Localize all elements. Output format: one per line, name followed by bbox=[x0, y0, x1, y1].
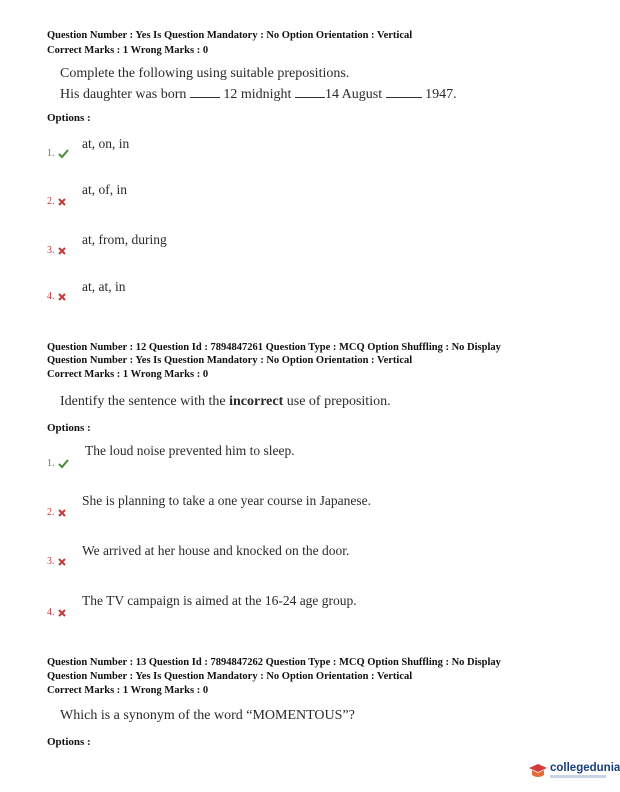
cross-icon bbox=[58, 247, 66, 255]
question-prompt: Complete the following using suitable prepositions. bbox=[60, 66, 350, 81]
options-title: Options : bbox=[47, 422, 91, 434]
option-number: 2. bbox=[47, 507, 66, 518]
option-text: at, at, in bbox=[82, 279, 126, 294]
cross-icon bbox=[58, 558, 66, 566]
question-meta-line: Question Number : 12 Question Id : 7894847261 Question Type : MCQ Option Shuffling : No Display bbox=[47, 342, 501, 353]
question-meta-line: Question Number : Yes Is Question Mandatory : No Option Orientation : Vertical bbox=[47, 355, 413, 366]
option-number: 1. bbox=[47, 458, 69, 469]
question-meta-line: Question Number : Yes Is Question Mandatory : No Option Orientation : Vertical bbox=[47, 30, 413, 41]
cross-icon bbox=[58, 609, 66, 617]
check-icon bbox=[58, 149, 69, 158]
options-title: Options : bbox=[47, 112, 91, 124]
sentence-part: 12 midnight bbox=[223, 87, 292, 102]
option-text: at, of, in bbox=[82, 182, 127, 197]
question-meta-line: Question Number : 13 Question Id : 7894847262 Question Type : MCQ Option Shuffling : No Display bbox=[47, 657, 501, 668]
cross-icon bbox=[58, 293, 66, 301]
cross-icon bbox=[58, 198, 66, 206]
option-text: at, on, in bbox=[82, 136, 130, 151]
prompt-part: use of preposition. bbox=[283, 394, 391, 409]
sentence-part: 1947. bbox=[425, 87, 457, 102]
option-number: 1. bbox=[47, 148, 69, 159]
option-number: 4. bbox=[47, 291, 66, 302]
marks-line: Correct Marks : 1 Wrong Marks : 0 bbox=[47, 685, 209, 696]
blank-line bbox=[190, 86, 220, 98]
blank-line bbox=[295, 86, 325, 98]
option-text: She is planning to take a one year course in Japanese. bbox=[82, 493, 372, 508]
question-sentence bbox=[60, 86, 457, 103]
sentence-part: His daughter was born bbox=[60, 87, 187, 102]
option-number: 3. bbox=[47, 245, 66, 256]
option-text: at, from, during bbox=[82, 232, 167, 247]
option-number: 2. bbox=[47, 196, 66, 207]
blank-line bbox=[386, 86, 422, 98]
marks-line: Correct Marks : 1 Wrong Marks : 0 bbox=[47, 369, 209, 380]
option-text: The loud noise prevented him to sleep. bbox=[85, 443, 295, 458]
option-text: We arrived at her house and knocked on the door. bbox=[82, 543, 350, 558]
check-icon bbox=[58, 459, 69, 468]
option-text: The TV campaign is aimed at the 16-24 age group. bbox=[82, 593, 357, 608]
logo-text: collegedunia bbox=[550, 762, 620, 774]
marks-line: Correct Marks : 1 Wrong Marks : 0 bbox=[47, 45, 209, 56]
option-number: 4. bbox=[47, 607, 66, 618]
option-number: 3. bbox=[47, 556, 66, 567]
sentence-part: 14 August bbox=[324, 87, 383, 102]
collegedunia-logo bbox=[528, 761, 620, 785]
options-title: Options : bbox=[47, 736, 91, 748]
question-meta-line: Question Number : Yes Is Question Mandatory : No Option Orientation : Vertical bbox=[47, 671, 413, 682]
question-prompt: Which is a synonym of the word “MOMENTOUS”? bbox=[60, 708, 355, 723]
cross-icon bbox=[58, 509, 66, 517]
logo-icon bbox=[528, 762, 548, 782]
logo-tagline-bar bbox=[550, 775, 606, 778]
prompt-part: Identify the sentence with the bbox=[60, 394, 230, 409]
question-prompt bbox=[60, 394, 391, 410]
prompt-emphasis: incorrect bbox=[229, 394, 284, 409]
